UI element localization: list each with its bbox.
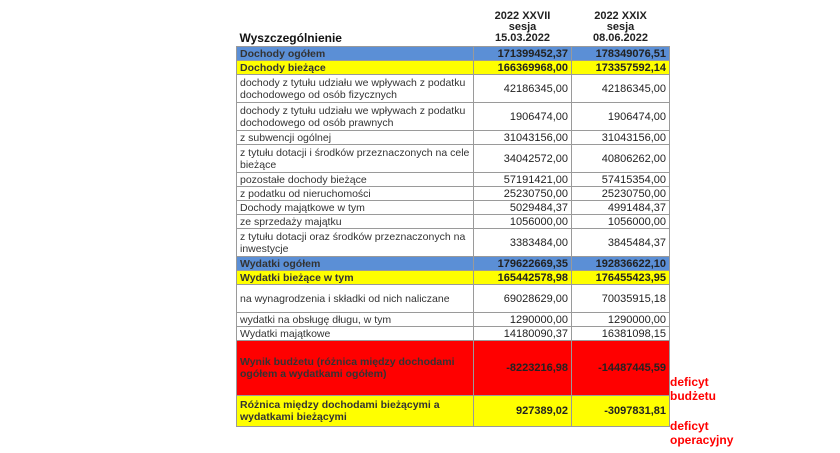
row-value-1: 166369968,00 [474, 61, 572, 75]
table-row [237, 327, 670, 341]
table-row [237, 257, 670, 271]
row-value-1: 57191421,00 [474, 173, 572, 187]
header-label: Wyszczególnienie [239, 31, 342, 45]
table-row [237, 215, 670, 229]
row-value-2: 176455423,95 [572, 271, 670, 285]
row-value-2: 4991484,37 [572, 201, 670, 215]
table-row [237, 131, 670, 145]
row-value-2: -3097831,81 [572, 396, 670, 427]
row-value-2: 1906474,00 [572, 103, 670, 131]
row-value-2: 3845484,37 [572, 229, 670, 257]
row-label: z subwencji ogólnej [237, 131, 474, 145]
row-label: z tytułu dotacji i środków przeznaczonych na cele bieżące [237, 145, 474, 173]
table-row [237, 271, 670, 285]
row-label: wydatki na obsługę długu, w tym [237, 313, 474, 327]
row-label: z podatku od nieruchomości [237, 187, 474, 201]
row-value-2: -14487445,59 [572, 341, 670, 396]
row-label: z tytułu dotacji oraz środków przeznaczonych na inwestycje [237, 229, 474, 257]
row-value-2: 178349076,51 [572, 47, 670, 61]
deficit-budget-note [670, 375, 716, 403]
table-row [237, 75, 670, 103]
header-col-2 [572, 0, 670, 47]
deficit-operating-line-1: deficyt [670, 419, 709, 433]
row-label: Wydatki ogółem [237, 257, 474, 271]
header-col-1-line-1: 2022 XXVII [494, 10, 551, 22]
table-row [237, 187, 670, 201]
row-value-1: 34042572,00 [474, 145, 572, 173]
row-value-1: 42186345,00 [474, 75, 572, 103]
table-row-operating-result [237, 396, 670, 427]
row-value-2: 173357592,14 [572, 61, 670, 75]
table-row [237, 61, 670, 75]
row-label: dochody z tytułu udziału we wpływach z podatku dochodowego od osób fizycznych [237, 75, 474, 103]
header-col-1-line-3: 15.03.2022 [494, 32, 551, 44]
row-value-1: 69028629,00 [474, 285, 572, 313]
table-row [237, 229, 670, 257]
row-label: Wynik budżetu (różnica między dochodami ogółem a wydatkami ogółem) [237, 341, 474, 396]
row-label: Wydatki bieżące w tym [237, 271, 474, 285]
row-value-1: 14180090,37 [474, 327, 572, 341]
table-row [237, 103, 670, 131]
row-value-1: 3383484,00 [474, 229, 572, 257]
row-value-1: 1056000,00 [474, 215, 572, 229]
table-row [237, 201, 670, 215]
row-value-2: 57415354,00 [572, 173, 670, 187]
header-row [237, 0, 670, 47]
row-value-2: 25230750,00 [572, 187, 670, 201]
row-value-2: 31043156,00 [572, 131, 670, 145]
row-label: Dochody majątkowe w tym [237, 201, 474, 215]
row-label: Dochody bieżące [237, 61, 474, 75]
row-label: Różnica między dochodami bieżącymi a wydatkami bieżącymi [237, 396, 474, 427]
row-value-1: 179622669,35 [474, 257, 572, 271]
row-value-1: 1290000,00 [474, 313, 572, 327]
row-label: ze sprzedaży majątku [237, 215, 474, 229]
row-label: Wydatki majątkowe [237, 327, 474, 341]
row-value-2: 40806262,00 [572, 145, 670, 173]
row-value-1: 31043156,00 [474, 131, 572, 145]
row-label: dochody z tytułu udziału we wpływach z podatku dochodowego od osób prawnych [237, 103, 474, 131]
deficit-budget-line-2: budżetu [670, 389, 716, 403]
header-col-1 [474, 0, 572, 47]
table-row [237, 173, 670, 187]
row-label: pozostałe dochody bieżące [237, 173, 474, 187]
row-value-1: -8223216,98 [474, 341, 572, 396]
table-row [237, 145, 670, 173]
row-value-1: 1906474,00 [474, 103, 572, 131]
header-col-1-line-2: sesja [508, 21, 537, 33]
deficit-budget-line-1: deficyt [670, 375, 709, 389]
deficit-operating-note [670, 419, 733, 447]
header-col-2-line-1: 2022 XXIX [594, 10, 647, 22]
row-value-2: 42186345,00 [572, 75, 670, 103]
table-row [237, 313, 670, 327]
row-value-2: 70035915,18 [572, 285, 670, 313]
row-value-1: 25230750,00 [474, 187, 572, 201]
header-col-2-line-3: 08.06.2022 [592, 32, 649, 44]
row-value-1: 171399452,37 [474, 47, 572, 61]
row-value-2: 1056000,00 [572, 215, 670, 229]
row-label: Dochody ogółem [237, 47, 474, 61]
row-value-2: 16381098,15 [572, 327, 670, 341]
row-label: na wynagrodzenia i składki od nich naliczane [237, 285, 474, 313]
table-row [237, 285, 670, 313]
budget-table [236, 0, 670, 427]
row-value-2: 192836622,10 [572, 257, 670, 271]
header-col-2-line-2: sesja [606, 21, 635, 33]
table-row [237, 47, 670, 61]
table-row-budget-result [237, 341, 670, 396]
row-value-1: 927389,02 [474, 396, 572, 427]
deficit-operating-line-2: operacyjny [670, 433, 734, 447]
row-value-1: 165442578,98 [474, 271, 572, 285]
row-value-2: 1290000,00 [572, 313, 670, 327]
row-value-1: 5029484,37 [474, 201, 572, 215]
